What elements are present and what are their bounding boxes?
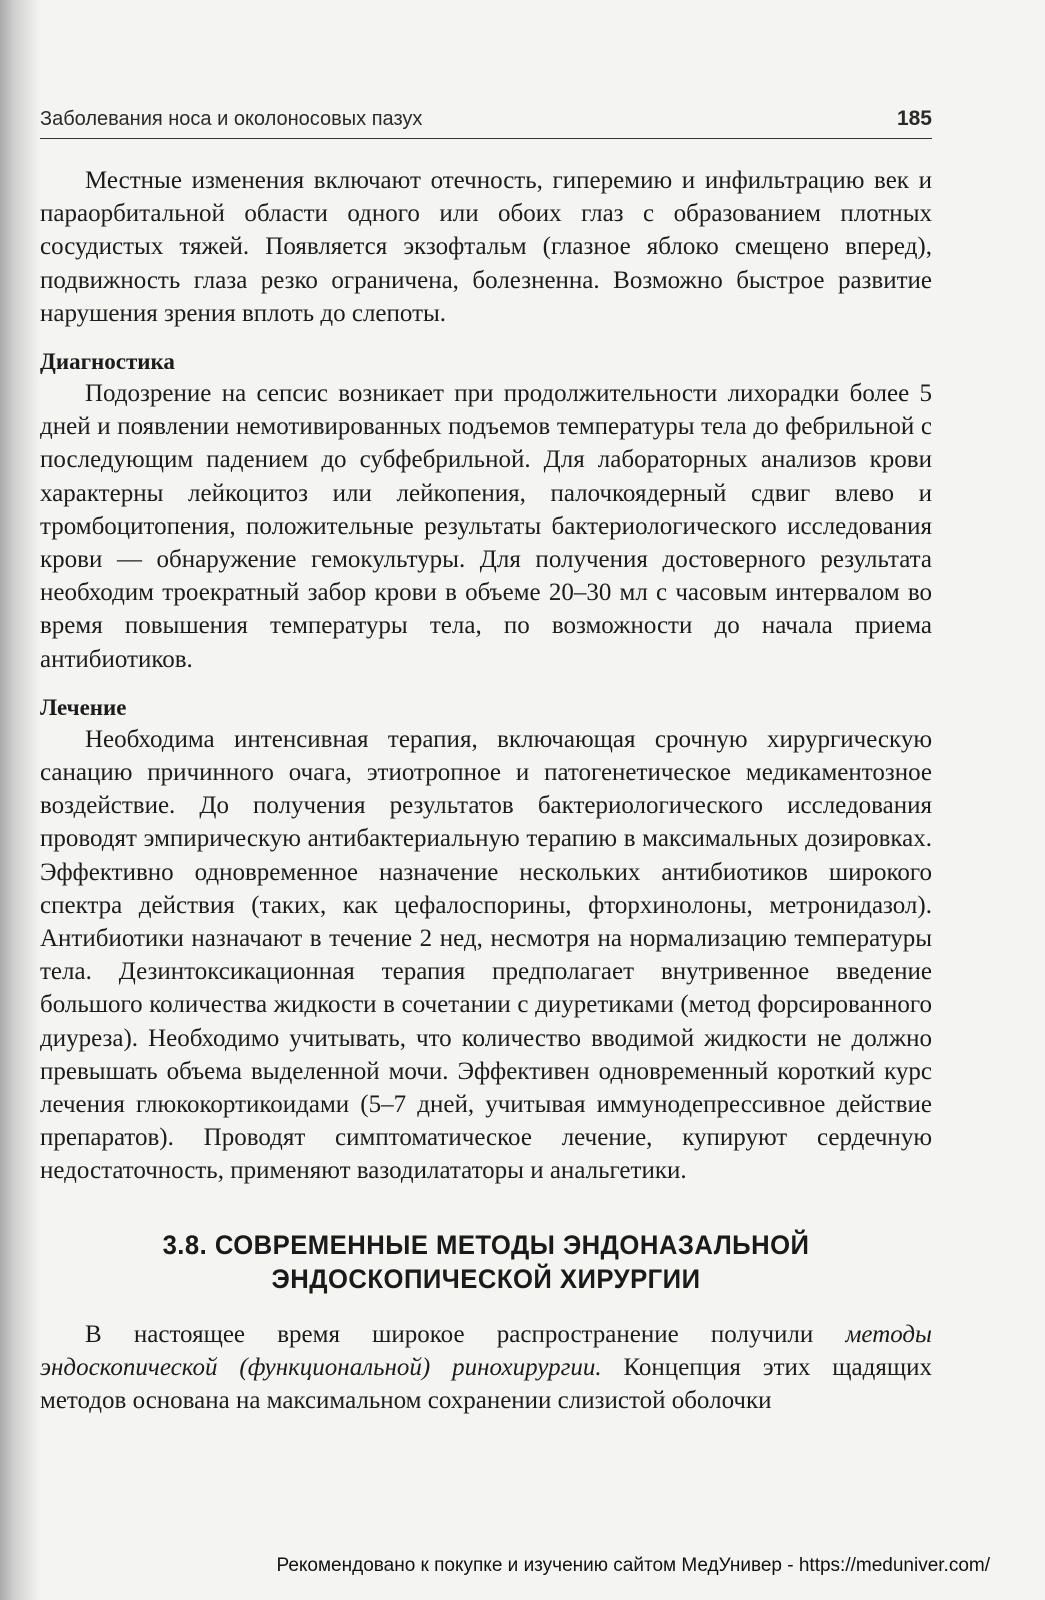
page-body [40,164,932,1417]
footer-watermark: Рекомендовано к покупке и изучению сайтом МедУнивер - https://meduniver.com/ [276,1555,990,1576]
paragraph-diagnostics: Подозрение на сепсис возникает при продолжительности лихорадки более 5 дней и появлении немотивированных подъемов температуры тела до фебрильной с последующим падением до субфебрильной. Для лабораторных анализов крови характерны лейкоцитоз или лейкопения, палочкоядерный сдвиг влево и тромбоцитопения, положительные результаты бактериологического исследования крови — обнаружение гемокультуры. Для получения достоверного результата необходим троекратный забор крови в объеме 20–30 мл с часовым интервалом во время повышения температуры тела, по возможности до начала приема антибиотиков. [40,380,932,673]
paragraph-local-changes: Местные изменения включают отечность, гиперемию и инфильтрацию век и параорбитальной области одного или обоих глаз с образованием плотных сосудистых тяжей. Появляется экзофтальм (глазное яблоко смещено вперед), подвижность глаза резко ограничена, болезненна. Возможно быстрое развитие нарушения зрения вплоть до слепоты. [40,167,932,327]
paragraph-treatment: Необходима интенсивная терапия, включающая срочную хирургическую санацию причинного очага, этиотропное и патогенетическое медикаментозное воздействие. До получения результатов бактериологического исследования проводят эмпирическую антибактериальную терапию в максимальных дозировках. Эффективно одновременное назначение нескольких антибиотиков широкого спектра действия (таких, как цефалоспорины, фторхинолоны, метронидазол). Антибиотики назначают в течение 2 нед, несмотря на нормализацию температуры тела. Дезинтоксикационная терапия предполагает внутривенное введение большого количества жидкости в сочетании с диуретиками (метод форсированного диуреза). Необходимо учитывать, что количество вводимой жидкости не должно превышать объема выделенной мочи. Эффективен одновременный короткий курс лечения глюкокортикоидами (5–7 дней, учитывая иммунодепрессивное действие препаратов). Проводят симптоматическое лечение, купируют сердечную недостаточность, применяют вазодилататоры и анальгетики. [40,725,932,1185]
paragraph-section-intro [40,1318,932,1418]
page-number: 185 [896,107,932,130]
section-title-line1: 3.8. СОВРЕМЕННЫЕ МЕТОДЫ ЭНДОНАЗАЛЬНОЙ [162,1229,810,1260]
intro-text-italic: методы эндоскопической (функциональной) ринохирургии. [40,1320,932,1381]
header-rule [40,138,932,139]
treatment-heading: Лечение [40,694,127,720]
diagnostics-heading: Диагностика [40,349,175,375]
section-title-line2: ЭНДОСКОПИЧЕСКОЙ ХИРУРГИИ [271,1263,701,1294]
intro-text-start: В настоящее время широкое распространение получили [85,1320,846,1348]
running-header-title: Заболевания носа и околоносовых пазух [40,108,423,130]
running-header [40,107,932,131]
intro-text-end: Концепция этих щадящих методов основана на максимальном сохранении слизистой оболочки [40,1353,932,1415]
section-title [62,1228,909,1296]
page-spine-shadow [0,0,40,1600]
